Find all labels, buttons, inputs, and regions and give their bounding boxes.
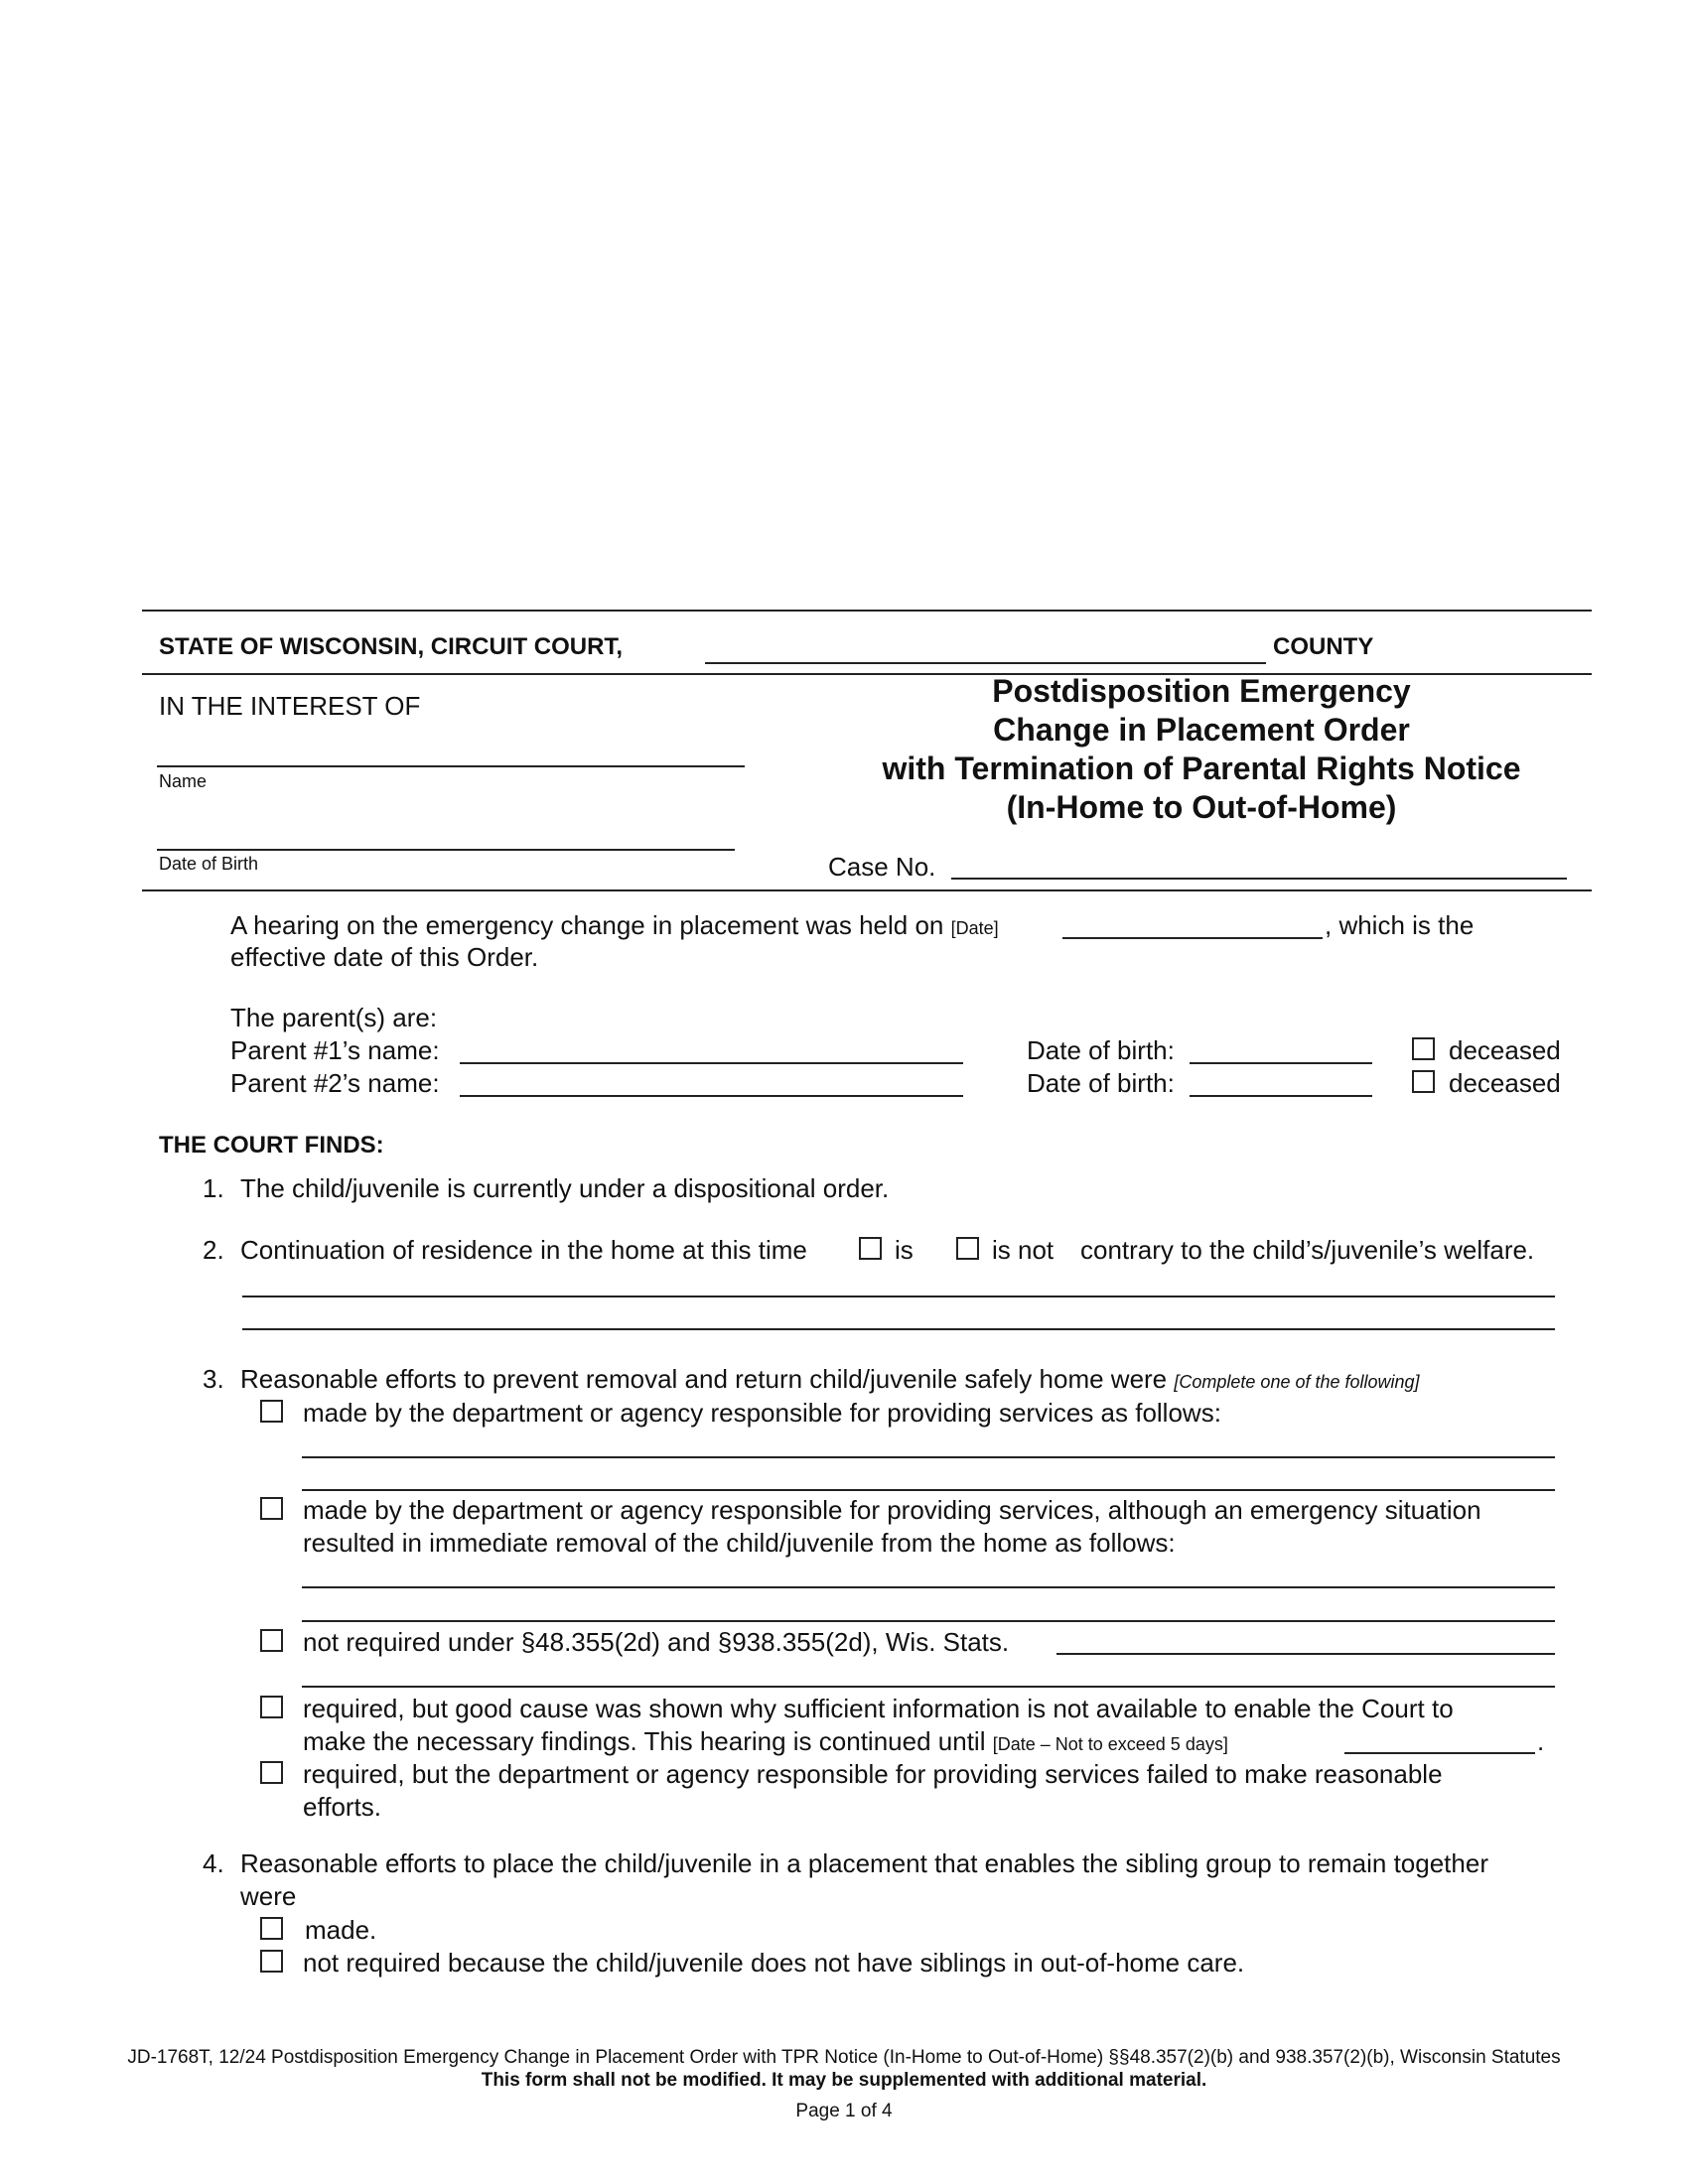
finding-3d-label-line-1: required, but good cause was shown why sufficient information is not available to enable the Court to bbox=[303, 1694, 1454, 1723]
finding-2-number: 2. bbox=[203, 1235, 224, 1265]
finding-3e-label-line-1: required, but the department or agency responsible for providing services failed to make reasonable bbox=[303, 1759, 1443, 1789]
footer-form-id: JD-1768T, 12/24 Postdisposition Emergency Change in Placement Order with TPR Notice (In-Home to Out-of-Home) §§48.357(2)(b) and 938.357(2)(b), Wisconsin Statutes bbox=[127, 2047, 1561, 2068]
court-finds-heading: THE COURT FINDS: bbox=[159, 1132, 384, 1159]
parent1-deceased-label: deceased bbox=[1449, 1035, 1561, 1065]
finding-4b-label: not required because the child/juvenile does not have siblings in out-of-home care. bbox=[303, 1948, 1245, 1978]
form-title bbox=[854, 672, 1549, 827]
parent2-name-input-line[interactable] bbox=[460, 1095, 963, 1097]
finding-3a-label: made by the department or agency responsible for providing services as follows: bbox=[303, 1398, 1221, 1428]
finding-1-text: The child/juvenile is currently under a dispositional order. bbox=[240, 1173, 890, 1203]
finding-1-number: 1. bbox=[203, 1173, 224, 1203]
parents-intro: The parent(s) are: bbox=[230, 1003, 438, 1032]
parent1-dob-input-line[interactable] bbox=[1190, 1062, 1372, 1064]
finding-4b-checkbox[interactable] bbox=[260, 1950, 283, 1973]
finding-4-line-2: were bbox=[240, 1881, 297, 1911]
finding-3-text bbox=[240, 1364, 1420, 1395]
dob-label: Date of Birth bbox=[159, 854, 259, 874]
finding-3e-checkbox[interactable] bbox=[260, 1761, 283, 1784]
case-no-label: Case No. bbox=[828, 852, 936, 882]
finding-4-number: 4. bbox=[203, 1848, 224, 1878]
finding-3b-checkbox[interactable] bbox=[260, 1497, 283, 1520]
finding-4-line-1: Reasonable efforts to place the child/juvenile in a placement that enables the sibling group to remain together bbox=[240, 1848, 1488, 1878]
form-title-line-3: with Termination of Parental Rights Notice bbox=[882, 751, 1521, 786]
top-rule bbox=[142, 610, 1592, 612]
state-court-label: STATE OF WISCONSIN, CIRCUIT COURT, bbox=[159, 633, 624, 660]
finding-2-explain-line-2[interactable] bbox=[242, 1328, 1555, 1330]
parent2-dob-label: Date of birth: bbox=[1027, 1068, 1175, 1098]
parent1-dob-label: Date of birth: bbox=[1027, 1035, 1175, 1065]
finding-3c-line-2[interactable] bbox=[302, 1686, 1555, 1688]
hearing-text-before: A hearing on the emergency change in placement was held on bbox=[230, 910, 944, 940]
finding-2-text: Continuation of residence in the home at this time bbox=[240, 1235, 807, 1265]
finding-2-is-not-label: is not bbox=[992, 1235, 1055, 1265]
finding-2-text-end: contrary to the child’s/juvenile’s welfare. bbox=[1080, 1235, 1535, 1265]
finding-3a-checkbox[interactable] bbox=[260, 1400, 283, 1423]
finding-3d-checkbox[interactable] bbox=[260, 1696, 283, 1718]
finding-2-is-not-checkbox[interactable] bbox=[956, 1237, 979, 1260]
finding-2-is-label: is bbox=[895, 1235, 914, 1265]
hearing-date-input-line[interactable] bbox=[1062, 937, 1323, 939]
finding-2-explain-line-1[interactable] bbox=[242, 1296, 1555, 1297]
finding-3-hint: [Complete one of the following] bbox=[1174, 1372, 1420, 1392]
parent2-dob-input-line[interactable] bbox=[1190, 1095, 1372, 1097]
finding-3b-label-line-1: made by the department or agency responsible for providing services, although an emergency situation bbox=[303, 1495, 1481, 1525]
dob-input-line[interactable] bbox=[157, 849, 735, 851]
footer-page-number: Page 1 of 4 bbox=[795, 2101, 893, 2121]
header-bottom-rule bbox=[142, 889, 1592, 891]
interest-of-label: IN THE INTEREST OF bbox=[159, 691, 421, 721]
finding-3a-line-1[interactable] bbox=[302, 1456, 1555, 1458]
county-input-line[interactable] bbox=[705, 662, 1266, 664]
finding-3b-line-1[interactable] bbox=[302, 1586, 1555, 1588]
hearing-date-hint: [Date] bbox=[950, 918, 999, 938]
finding-3-number: 3. bbox=[203, 1364, 224, 1394]
footer-notice: This form shall not be modified. It may be supplemented with additional material. bbox=[481, 2070, 1207, 2091]
finding-3b-label-line-2: resulted in immediate removal of the child/juvenile from the home as follows: bbox=[303, 1528, 1176, 1558]
parent2-label: Parent #2’s name: bbox=[230, 1068, 440, 1098]
finding-3c-label: not required under §48.355(2d) and §938.355(2d), Wis. Stats. bbox=[303, 1627, 1010, 1657]
parent2-deceased-checkbox[interactable] bbox=[1412, 1070, 1435, 1093]
finding-2-is-checkbox[interactable] bbox=[859, 1237, 882, 1260]
finding-3d-hint: [Date – Not to exceed 5 days] bbox=[992, 1734, 1228, 1754]
form-title-line-2: Change in Placement Order bbox=[993, 712, 1410, 748]
finding-3d-end: . bbox=[1537, 1726, 1545, 1756]
hearing-text-after: , which is the bbox=[1325, 910, 1475, 940]
finding-3e-label-line-2: efforts. bbox=[303, 1792, 382, 1822]
finding-3c-line-1[interactable] bbox=[1056, 1653, 1555, 1655]
hearing-text bbox=[230, 910, 999, 941]
finding-3d-text: make the necessary findings. This hearing is continued until bbox=[303, 1726, 986, 1756]
name-input-line[interactable] bbox=[157, 765, 745, 767]
case-no-input-line[interactable] bbox=[951, 878, 1567, 880]
parent1-deceased-checkbox[interactable] bbox=[1412, 1037, 1435, 1060]
finding-3b-line-2[interactable] bbox=[302, 1620, 1555, 1622]
parent1-name-input-line[interactable] bbox=[460, 1062, 963, 1064]
finding-3d-date-input-line[interactable] bbox=[1344, 1752, 1535, 1754]
finding-4a-checkbox[interactable] bbox=[260, 1917, 283, 1940]
form-title-line-4: (In-Home to Out-of-Home) bbox=[1006, 789, 1397, 825]
form-title-line-1: Postdisposition Emergency bbox=[992, 673, 1411, 709]
finding-3-text-main: Reasonable efforts to prevent removal and return child/juvenile safely home were bbox=[240, 1364, 1168, 1394]
parent2-deceased-label: deceased bbox=[1449, 1068, 1561, 1098]
finding-3d-label-line-2 bbox=[303, 1726, 1228, 1757]
finding-3c-checkbox[interactable] bbox=[260, 1629, 283, 1652]
finding-3a-line-2[interactable] bbox=[302, 1489, 1555, 1491]
finding-4a-label: made. bbox=[305, 1915, 377, 1945]
parent1-label: Parent #1’s name: bbox=[230, 1035, 440, 1065]
county-label: COUNTY bbox=[1273, 633, 1374, 660]
hearing-line-2: effective date of this Order. bbox=[230, 942, 539, 972]
name-label: Name bbox=[159, 771, 208, 791]
